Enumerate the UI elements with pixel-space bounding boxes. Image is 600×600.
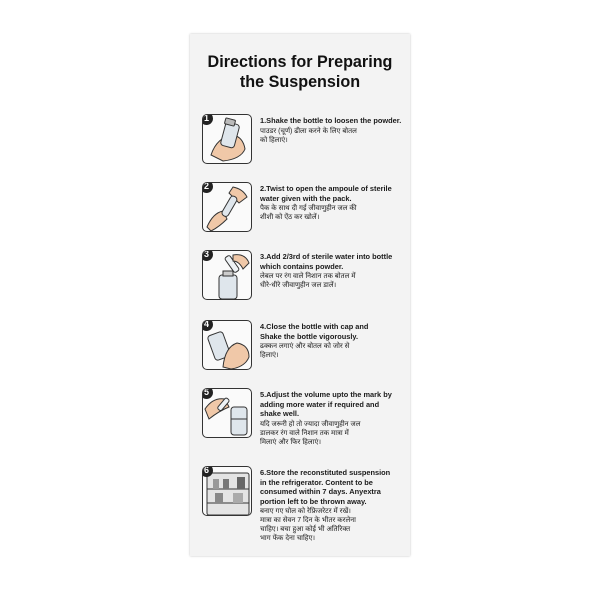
title-line-2: the Suspension xyxy=(239,72,361,91)
step-1-hindi: पाउडर (चूर्ण) ढीला करने के लिए बोतल को हिलाएं। xyxy=(260,127,357,144)
pour-water-icon xyxy=(202,250,252,300)
step-6-english: 6.Store the reconstituted suspension in the refrigerator. Content to be consumed within 7 days. Anyextra portion left to be thrown away. xyxy=(260,468,391,506)
step-1-text xyxy=(260,116,408,145)
shake-bottle-icon xyxy=(202,114,252,164)
step-3-number: 3 xyxy=(202,250,213,261)
step-1 xyxy=(202,114,402,174)
step-4 xyxy=(202,320,402,380)
directions-card xyxy=(190,34,410,556)
refrigerator-icon xyxy=(202,466,252,516)
step-6 xyxy=(202,466,402,543)
step-5-english: 5.Adjust the volume upto the mark by adding more water if required and shake well. xyxy=(260,390,392,419)
step-2-hindi: पैक के साथ दी गई जीवाणुहीन जल की शीशी को ऐंठ कर खोलें। xyxy=(260,205,357,222)
step-3-text xyxy=(260,252,408,290)
step-1-english: 1.Shake the bottle to loosen the powder. xyxy=(260,116,402,125)
step-2 xyxy=(202,182,402,242)
twist-ampoule-icon xyxy=(202,182,252,232)
step-4-text xyxy=(260,322,408,360)
step-4-number: 4 xyxy=(202,320,213,331)
step-4-hindi: ढक्कन लगाएं और बोतल को जोर से हिलाएं। xyxy=(260,343,350,360)
page-title xyxy=(196,52,405,92)
step-3-hindi: लेबल पर रंग वाले निशान तक बोतल में धीरे-धीरे जीवाणुहीन जल डालें। xyxy=(260,273,356,290)
step-1-number: 1 xyxy=(202,114,213,125)
step-6-number: 6 xyxy=(202,466,213,477)
step-3-english: 3.Add 2/3rd of sterile water into bottle which contains powder. xyxy=(260,252,393,271)
step-5-text xyxy=(260,390,408,447)
step-6-hindi: बनाए गए घोल को रेफ्रिजरेटर में रखें। मात्रा का सेवन 7 दिन के भीतर करलेना चाहिए। बचा हुआ कोई भी अतिरिक्त भाग फेंक देना चाहिए। xyxy=(260,508,356,543)
step-6-text xyxy=(260,468,408,543)
step-5-number: 5 xyxy=(202,388,213,399)
step-4-english: 4.Close the bottle with cap and Shake the bottle vigorously. xyxy=(260,322,369,341)
step-5 xyxy=(202,388,402,448)
close-cap-icon xyxy=(202,320,252,370)
step-3 xyxy=(202,250,402,310)
title-line-1: Directions for Preparing xyxy=(207,52,393,71)
step-2-number: 2 xyxy=(202,182,213,193)
adjust-volume-icon xyxy=(202,388,252,438)
step-5-hindi: यदि जरूरी हो तो ज्यादा जीवाणुहीन जल डालकर रंग वाले निशान तक मात्रा में मिलाएं और फिर हिलाएं। xyxy=(260,420,361,446)
step-2-text xyxy=(260,184,408,222)
step-2-english: 2.Twist to open the ampoule of sterile water given with the pack. xyxy=(260,184,392,203)
